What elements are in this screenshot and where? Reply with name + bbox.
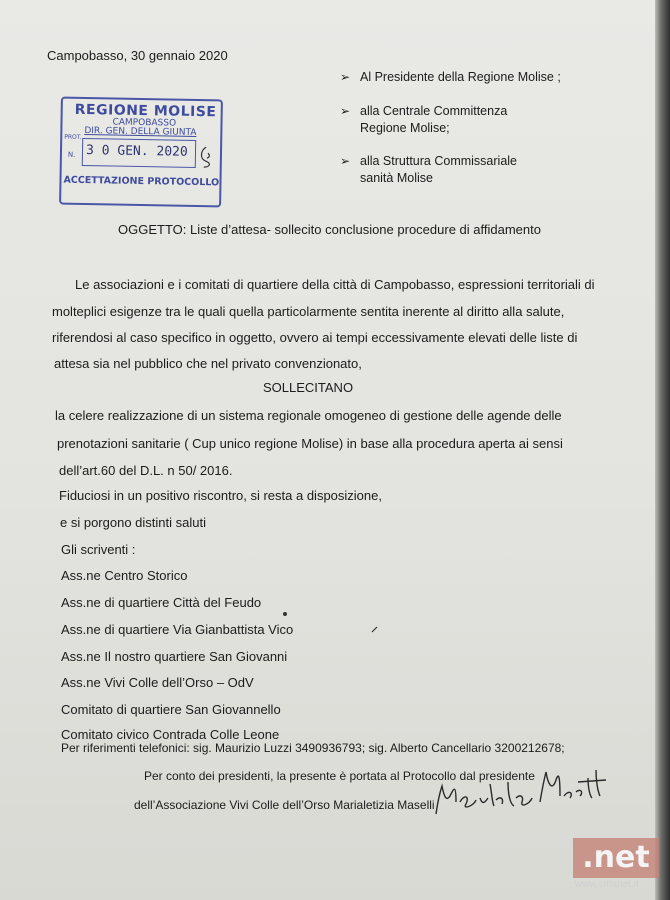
recipient-line: Al Presidente della Regione Molise ; <box>360 70 561 84</box>
signatory-item: Comitato civico Contrada Colle Leone <box>61 727 280 742</box>
place-date: Campobasso, 30 gennaio 2020 <box>47 48 228 63</box>
signatory-item: Ass.ne di quartiere Via Gianbattista Vico <box>61 622 294 637</box>
subject-line: OGGETTO: Liste d’attesa- sollecito conclusione procedure di affidamento <box>118 222 541 237</box>
paragraph-line: riferendosi al caso specifico in oggetto, ovvero ai tempi eccessivamente elevati delle liste di <box>52 330 578 345</box>
signatory-item: Comitato di quartiere San Giovannello <box>61 702 281 717</box>
signatory-item: Ass.ne Centro Storico <box>61 568 188 583</box>
signatory-item: Ass.ne Il nostro quartiere San Giovanni <box>61 649 288 664</box>
page-edge-shadow <box>655 0 670 900</box>
initials-mark-icon <box>198 145 214 169</box>
handwritten-signature <box>430 762 620 822</box>
signatories-label: Gli scriventi : <box>61 542 136 557</box>
stamp-prot-label: PROT. <box>64 133 82 141</box>
request-line: la celere realizzazione di un sistema regionale omogeneo di gestione delle agende delle <box>55 408 562 423</box>
paragraph-line: Le associazioni e i comitati di quartiere della città di Campobasso, espressioni territoriali di <box>75 277 595 292</box>
pen-mark <box>280 609 290 619</box>
stamp-department: DIR. GEN. DELLA GIUNTA <box>84 126 197 138</box>
request-line: prenotazioni sanitarie ( Cup unico regione Molise) in base alla procedura aperta ai sensi <box>57 436 563 451</box>
pen-mark <box>370 624 380 634</box>
closing-line: e si porgono distinti saluti <box>60 515 206 530</box>
paragraph-line: molteplici esigenze tra le quali quella particolarmente sentita inerente al diritto alla salute, <box>52 304 565 319</box>
recipient-line: alla Struttura Commissariale <box>360 154 517 168</box>
watermark-url: www.cittanet.it <box>575 879 639 890</box>
protocol-stamp <box>59 97 223 208</box>
arrow-bullet-icon: ➢ <box>340 154 351 168</box>
cittanet-logo: .net <box>573 838 659 878</box>
signatory-item: Ass.ne Vivi Colle dell’Orso – OdV <box>61 675 254 690</box>
delivery-line: dell’Associazione Vivi Colle dell’Orso Marialetizia Maselli <box>134 798 435 812</box>
recipient-line: Regione Molise; <box>360 121 450 135</box>
phone-references: Per riferimenti telefonici: sig. Maurizio Luzzi 3490936793; sig. Alberto Cancellario 3200212678; <box>61 741 565 755</box>
sollecitano-heading: SOLLECITANO <box>263 380 354 395</box>
stamp-city: CAMPOBASSO <box>112 117 177 129</box>
stamp-footer: ACCETTAZIONE PROTOCOLLO <box>63 174 220 189</box>
stamp-number-label: N. <box>67 150 76 159</box>
request-line: dell’art.60 del D.L. n 50/ 2016. <box>59 463 233 478</box>
stamp-title: REGIONE MOLISE <box>74 101 217 121</box>
stamp-date: 3 0 GEN. 2020 <box>85 143 188 160</box>
signatory-item: Ass.ne di quartiere Città del Feudo <box>61 595 262 610</box>
recipient-line: alla Centrale Committenza <box>360 104 508 118</box>
closing-line: Fiduciosi in un positivo riscontro, si resta a disposizione, <box>59 488 382 503</box>
arrow-bullet-icon: ➢ <box>340 70 351 84</box>
arrow-bullet-icon: ➢ <box>340 104 351 118</box>
paragraph-line: attesa sia nel pubblico che nel privato convenzionato, <box>54 356 362 371</box>
delivery-line: Per conto dei presidenti, la presente è portata al Protocollo dal presidente <box>144 769 535 783</box>
recipient-line: sanità Molise <box>360 171 433 185</box>
